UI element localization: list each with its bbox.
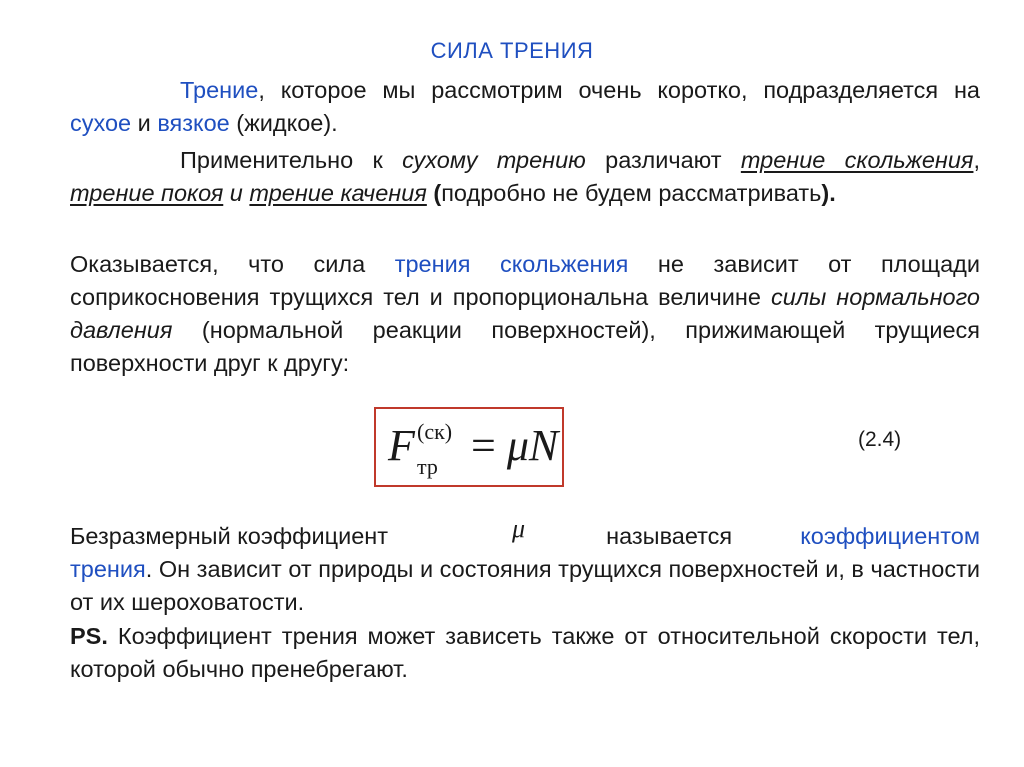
term-friction: Трение — [180, 77, 259, 103]
term-viscous: вязкое — [157, 110, 230, 136]
formula-rhs — [471, 421, 559, 470]
formula-force-symbol: F — [388, 421, 415, 470]
text-segment: подробно не будем рассматривать — [441, 180, 822, 206]
formula-subscript: тр — [417, 454, 438, 479]
paragraph-friction-intro — [70, 74, 980, 140]
text-segment: (нормальной реакции поверхностей), прижимающей трущиеся поверхности друг к другу: — [70, 317, 980, 376]
text-segment: называется — [606, 523, 733, 549]
term-rolling-friction: трение качения — [249, 180, 427, 206]
text-segment: различают — [585, 147, 741, 173]
text-segment: не зависит от площади соприкосновения трущихся тел и пропорциональна величине — [70, 251, 980, 310]
formula-mu: μ — [506, 421, 529, 470]
term-coefficient: коэффициентом — [800, 523, 980, 549]
paragraph-ps-note — [70, 620, 980, 686]
text-segment: и — [131, 110, 158, 136]
ps-label: PS. — [70, 623, 108, 649]
paragraph-coefficient-line1 — [70, 520, 980, 553]
mu-symbol: μ — [512, 514, 526, 543]
term-dry-friction: сухому трению — [402, 147, 586, 173]
formula-superscript: (ск) — [417, 419, 453, 444]
text-segment: Безразмерный коэффициент — [70, 523, 389, 549]
term-sliding-friction: трение скольжения — [740, 147, 974, 173]
paragraph-dry-friction-types — [70, 144, 980, 210]
paragraph-sliding-friction-law — [70, 248, 980, 380]
text-segment: , — [973, 147, 980, 173]
text-segment: Применительно к — [180, 147, 403, 173]
text-segment: ( — [426, 180, 442, 206]
text-segment: Коэффициент трения может зависеть также от относительной скорости тел, которой обычно пренебрегают. — [70, 623, 980, 682]
paragraph-coefficient-rest — [70, 553, 980, 619]
formula-equals: = — [471, 421, 507, 470]
text-segment: Оказывается, что сила — [70, 251, 395, 277]
slide-title: СИЛА ТРЕНИЯ — [430, 38, 594, 63]
text-segment: , которое мы рассмотрим очень коротко, подразделяется на — [258, 77, 980, 103]
text-segment: (жидкое). — [229, 110, 338, 136]
text-segment: . Он зависит от природы и состояния трущихся поверхностей и, в частности от их шероховатости. — [70, 556, 980, 615]
term-dry: сухое — [70, 110, 132, 136]
term-normal-pressure-force: силы нормального давления — [70, 284, 981, 343]
formula-box — [374, 407, 564, 487]
equation-number: (2.4) — [858, 428, 902, 451]
text-segment: и — [223, 180, 250, 206]
term-friction-coefficient: трения — [70, 556, 146, 582]
formula-normal-force: N — [528, 421, 559, 470]
term-static-friction: трение покоя — [70, 180, 224, 206]
term-sliding-friction-blue: трения скольжения — [394, 251, 629, 277]
text-segment: ). — [821, 180, 836, 206]
